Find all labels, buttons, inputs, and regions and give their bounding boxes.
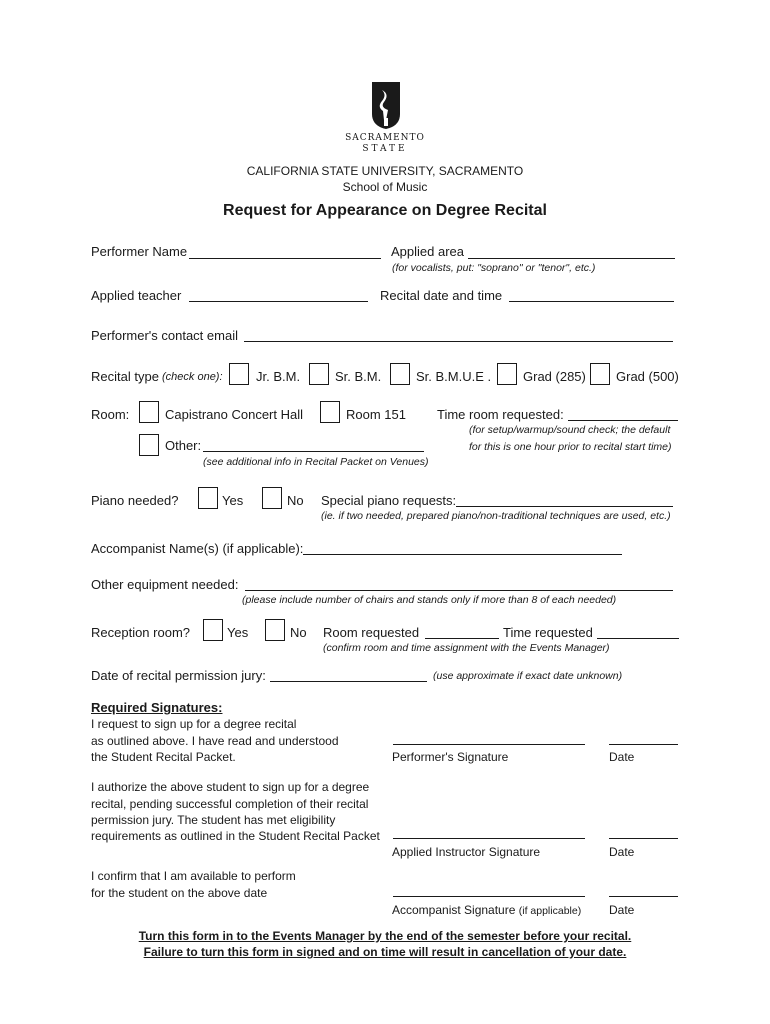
room-label: Room: bbox=[91, 407, 130, 422]
room-option-capistrano: Capistrano Concert Hall bbox=[165, 407, 304, 422]
reception-room-field[interactable] bbox=[425, 638, 499, 639]
checkbox-jr-bm[interactable] bbox=[229, 363, 249, 385]
accompanist-label: Accompanist Name(s) (if applicable): bbox=[91, 541, 304, 556]
performer-signature-label: Performer's Signature bbox=[392, 750, 509, 764]
special-piano-label: Special piano requests: bbox=[321, 493, 457, 508]
special-piano-field[interactable] bbox=[456, 506, 673, 507]
room-option-151: Room 151 bbox=[346, 407, 406, 422]
torch-logo-icon bbox=[368, 80, 404, 130]
time-room-requested-field[interactable] bbox=[568, 420, 678, 421]
accompanist-signature-field[interactable] bbox=[393, 896, 585, 897]
applied-area-note: (for vocalists, put: "soprano" or "tenor", etc.) bbox=[392, 262, 596, 274]
piano-needed-label: Piano needed? bbox=[91, 493, 179, 508]
logo-text-line2: STATE bbox=[362, 144, 408, 154]
checkbox-piano-no[interactable] bbox=[262, 487, 282, 509]
instructor-date-field[interactable] bbox=[609, 838, 678, 839]
applied-area-label: Applied area bbox=[391, 244, 464, 259]
contact-email-field[interactable] bbox=[244, 341, 673, 342]
recital-type-label: Recital type bbox=[91, 369, 159, 384]
footer-instruction-1: Turn this form in to the Events Manager by the end of the semester before your recital. bbox=[138, 929, 632, 943]
signatures-heading: Required Signatures: bbox=[91, 700, 223, 715]
piano-no-label: No bbox=[287, 493, 304, 508]
recital-date-field[interactable] bbox=[509, 301, 674, 302]
accompanist-signature-note: (if applicable) bbox=[518, 905, 582, 917]
reception-no-label: No bbox=[290, 625, 307, 640]
instructor-signature-field[interactable] bbox=[393, 838, 585, 839]
equipment-label: Other equipment needed: bbox=[91, 577, 239, 592]
performer-name-field[interactable] bbox=[189, 258, 381, 259]
accompanist-field[interactable] bbox=[303, 554, 622, 555]
checkbox-sr-bm[interactable] bbox=[309, 363, 329, 385]
checkbox-grad-500[interactable] bbox=[590, 363, 610, 385]
accompanist-signature-label-text: Accompanist Signature bbox=[392, 903, 516, 917]
reception-time-field[interactable] bbox=[597, 638, 679, 639]
time-room-note-1: (for setup/warmup/sound check; the default bbox=[469, 424, 671, 436]
performer-name-label: Performer Name bbox=[91, 244, 188, 259]
option-grad-500: Grad (500) bbox=[616, 369, 679, 384]
reception-yes-label: Yes bbox=[227, 625, 249, 640]
reception-room-label: Room requested bbox=[323, 625, 420, 640]
reception-time-label: Time requested bbox=[503, 625, 593, 640]
option-sr-bm: Sr. B.M. bbox=[335, 369, 382, 384]
checkbox-capistrano[interactable] bbox=[139, 401, 159, 423]
special-piano-note: (ie. if two needed, prepared piano/non-traditional techniques are used, etc.) bbox=[321, 510, 671, 522]
option-sr-bmue: Sr. B.M.U.E . bbox=[416, 369, 492, 384]
logo-text-line1: SACRAMENTO bbox=[345, 133, 425, 143]
performer-statement-2: as outlined above. I have read and understood bbox=[91, 734, 339, 748]
performer-signature-field[interactable] bbox=[393, 744, 585, 745]
accompanist-statement-2: for the student on the above date bbox=[91, 886, 268, 900]
page-title: Request for Appearance on Degree Recital bbox=[223, 202, 547, 219]
performer-date-label: Date bbox=[609, 750, 635, 764]
checkbox-room-151[interactable] bbox=[320, 401, 340, 423]
instructor-date-label: Date bbox=[609, 845, 635, 859]
reception-note: (confirm room and time assignment with the Events Manager) bbox=[323, 642, 610, 654]
checkbox-grad-285[interactable] bbox=[497, 363, 517, 385]
accompanist-date-field[interactable] bbox=[609, 896, 678, 897]
accompanist-statement-1: I confirm that I am available to perform bbox=[91, 869, 296, 883]
footer-instruction-2: Failure to turn this form in signed and on time will result in cancellation of your date. bbox=[143, 945, 627, 959]
instructor-signature-label: Applied Instructor Signature bbox=[392, 845, 541, 859]
jury-label: Date of recital permission jury: bbox=[91, 668, 266, 683]
contact-email-label: Performer's contact email bbox=[91, 328, 238, 343]
option-grad-285: Grad (285) bbox=[523, 369, 586, 384]
applied-teacher-label: Applied teacher bbox=[91, 288, 182, 303]
applied-teacher-field[interactable] bbox=[189, 301, 368, 302]
instructor-statement-4: requirements as outlined in the Student Recital Packet bbox=[91, 829, 380, 843]
applied-area-field[interactable] bbox=[468, 258, 675, 259]
checkbox-other-room[interactable] bbox=[139, 434, 159, 456]
school-name: School of Music bbox=[342, 180, 428, 194]
accompanist-signature-label bbox=[392, 902, 581, 919]
checkbox-sr-bmue[interactable] bbox=[390, 363, 410, 385]
performer-date-field[interactable] bbox=[609, 744, 678, 745]
instructor-statement-1: I authorize the above student to sign up for a degree bbox=[91, 780, 370, 794]
jury-note: (use approximate if exact date unknown) bbox=[433, 670, 623, 682]
time-room-note-2: for this is one hour prior to recital start time) bbox=[469, 441, 672, 453]
accompanist-date-label: Date bbox=[609, 903, 635, 917]
option-jr-bm: Jr. B.M. bbox=[256, 369, 301, 384]
equipment-note: (please include number of chairs and stands only if more than 8 of each needed) bbox=[242, 594, 617, 606]
performer-statement-3: the Student Recital Packet. bbox=[91, 750, 236, 764]
instructor-statement-2: recital, pending successful completion of their recital bbox=[91, 797, 369, 811]
checkbox-piano-yes[interactable] bbox=[198, 487, 218, 509]
university-logo bbox=[368, 80, 404, 130]
jury-field[interactable] bbox=[270, 681, 427, 682]
recital-date-label: Recital date and time bbox=[380, 288, 503, 303]
time-room-requested-label: Time room requested: bbox=[437, 407, 564, 422]
checkbox-reception-yes[interactable] bbox=[203, 619, 223, 641]
reception-label: Reception room? bbox=[91, 625, 190, 640]
room-other-field[interactable] bbox=[203, 451, 424, 452]
room-other-note: (see additional info in Recital Packet on Venues) bbox=[203, 456, 429, 468]
piano-yes-label: Yes bbox=[222, 493, 244, 508]
performer-statement-1: I request to sign up for a degree recital bbox=[91, 717, 297, 731]
recital-type-hint: (check one): bbox=[162, 371, 223, 383]
equipment-field[interactable] bbox=[245, 590, 673, 591]
checkbox-reception-no[interactable] bbox=[265, 619, 285, 641]
room-other-label: Other: bbox=[165, 438, 202, 453]
university-name: CALIFORNIA STATE UNIVERSITY, SACRAMENTO bbox=[246, 164, 524, 178]
instructor-statement-3: permission jury. The student has met eligibility bbox=[91, 813, 336, 827]
